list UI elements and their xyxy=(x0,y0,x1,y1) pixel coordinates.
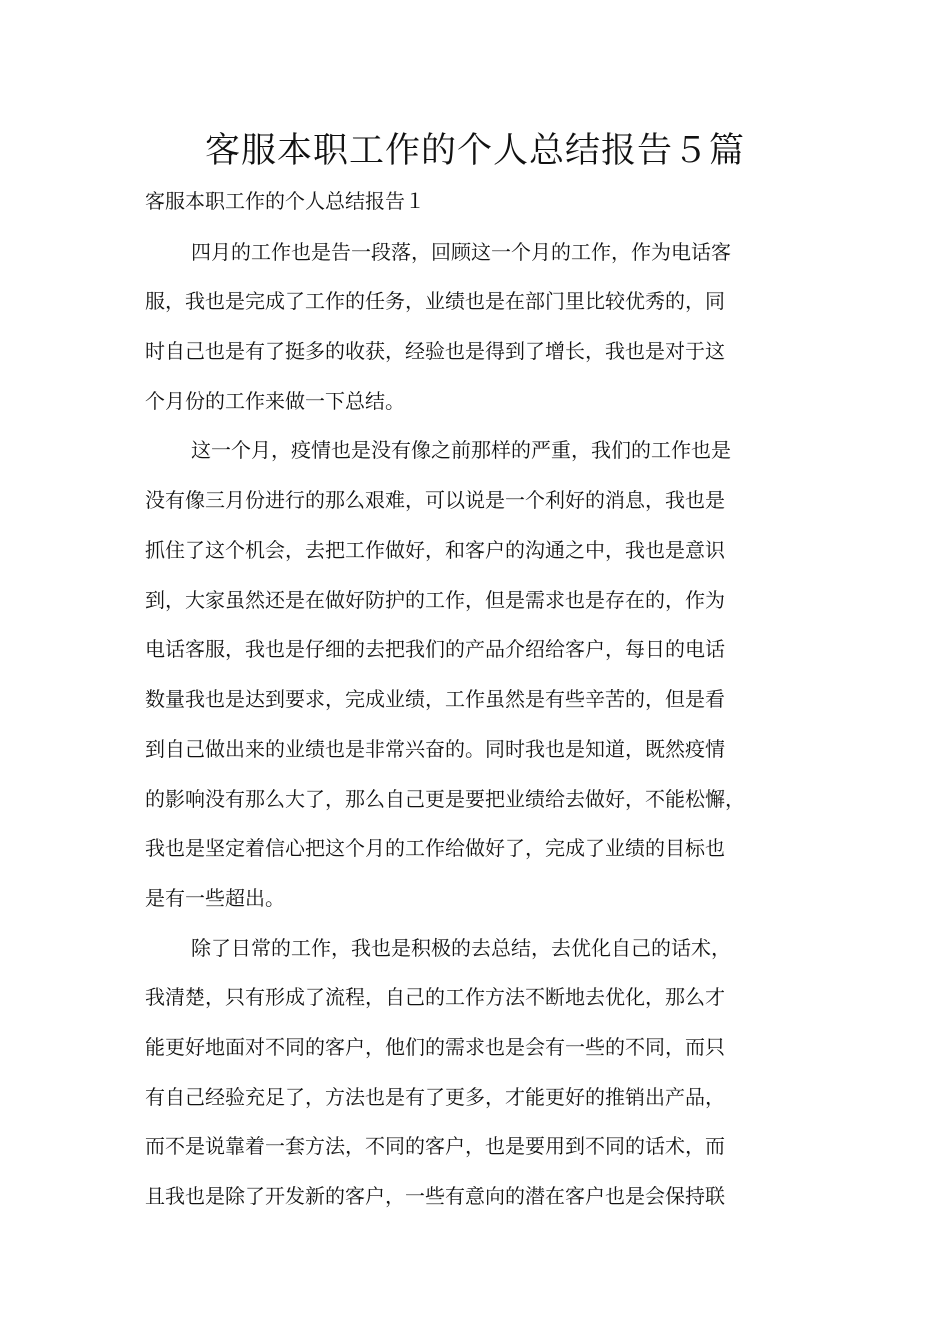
paragraph-1-line-4: 个月份的工作来做一下总结。 xyxy=(145,389,405,413)
paragraph-3-line-2: 我清楚，只有形成了流程，自己的工作方法不断地去优化，那么才 xyxy=(145,985,725,1009)
paragraph-2-line-7: 到自己做出来的业绩也是非常兴奋的。同时我也是知道，既然疫情 xyxy=(145,737,725,761)
paragraph-2-line-2: 没有像三月份进行的那么艰难，可以说是一个利好的消息，我也是 xyxy=(145,488,725,512)
paragraph-1-line-2: 服，我也是完成了工作的任务，业绩也是在部门里比较优秀的，同 xyxy=(145,289,725,313)
paragraph-3-line-3: 能更好地面对不同的客户，他们的需求也是会有一些的不同，而只 xyxy=(145,1035,725,1059)
paragraph-3-line-1: 除了日常的工作，我也是积极的去总结，去优化自己的话术， xyxy=(191,936,731,960)
paragraph-1-line-1: 四月的工作也是告一段落，回顾这一个月的工作，作为电话客 xyxy=(191,240,731,264)
document-title: 客服本职工作的个人总结报告５篇 xyxy=(204,131,745,171)
paragraph-2-line-10: 是有一些超出。 xyxy=(145,886,285,910)
paragraph-2-line-4: 到，大家虽然还是在做好防护的工作，但是需求也是存在的，作为 xyxy=(145,588,725,612)
paragraph-2-line-1: 这一个月，疫情也是没有像之前那样的严重，我们的工作也是 xyxy=(191,438,731,462)
paragraph-3-line-5: 而不是说靠着一套方法，不同的客户，也是要用到不同的话术，而 xyxy=(145,1134,725,1158)
paragraph-2-line-3: 抓住了这个机会，去把工作做好，和客户的沟通之中，我也是意识 xyxy=(145,538,725,562)
paragraph-2-line-5: 电话客服，我也是仔细的去把我们的产品介绍给客户，每日的电话 xyxy=(145,637,725,661)
section-heading: 客服本职工作的个人总结报告１ xyxy=(145,189,425,213)
paragraph-2-line-9: 我也是坚定着信心把这个月的工作给做好了，完成了业绩的目标也 xyxy=(145,836,725,860)
paragraph-1-line-3: 时自己也是有了挺多的收获，经验也是得到了增长，我也是对于这 xyxy=(145,339,725,363)
paragraph-2-line-6: 数量我也是达到要求，完成业绩，工作虽然是有些辛苦的，但是看 xyxy=(145,687,725,711)
paragraph-2-line-8: 的影响没有那么大了，那么自己更是要把业绩给去做好，不能松懈， xyxy=(145,787,745,811)
paragraph-3-line-4: 有自己经验充足了，方法也是有了更多，才能更好的推销出产品， xyxy=(145,1085,725,1109)
paragraph-3-line-6: 且我也是除了开发新的客户，一些有意向的潜在客户也是会保持联 xyxy=(145,1184,725,1208)
